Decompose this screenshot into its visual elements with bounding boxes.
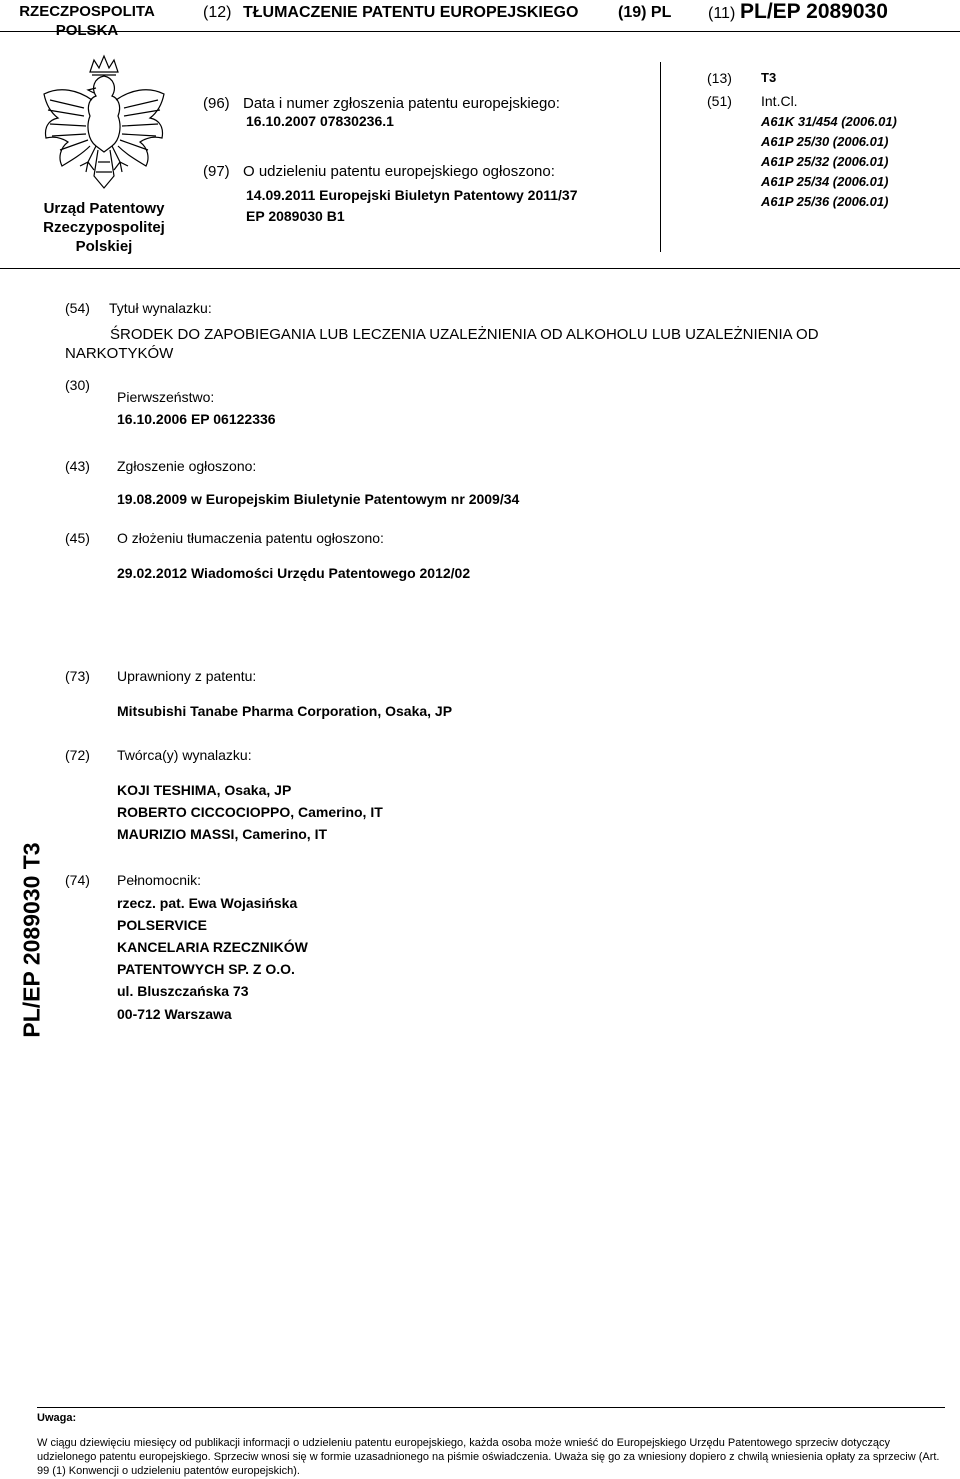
attorney-line-6: 00-712 Warszawa xyxy=(117,1006,232,1022)
field-30-label: Pierwszeństwo: xyxy=(117,389,215,405)
notice-text: W ciągu dziewięciu miesięcy od publikacji informacji o udzieleniu patentu europejskiego, każda osoba może wnieść do Europejskiego Urzędu Patentowego sprzeciw dotyczący udzielonego patentu europejskiego. Sprzeciw wnosi się w formie uzasadnionego na piśmie oświadczenia. Uważa się go za wniesiony dopiero z chwilą wniesienia opłaty za sprzeciw (Art. 99 (1) Konwencji o udzieleniu patentów europejskich). xyxy=(37,1437,940,1477)
notice-label: Uwaga: xyxy=(37,1412,77,1424)
field-97-label: O udzieleniu patentu europejskiego ogłoszono: xyxy=(243,163,555,180)
notice-divider xyxy=(37,1407,945,1408)
invention-title-line-1: ŚRODEK DO ZAPOBIEGANIA LUB LECZENIA UZALEŻNIENIA OD ALKOHOLU LUB UZALEŻNIENIA OD xyxy=(110,326,819,343)
inventor-1: KOJI TESHIMA, Osaka, JP xyxy=(117,782,292,798)
issuer-line-1: Urząd Patentowy xyxy=(43,200,165,217)
attorney-line-2: POLSERVICE xyxy=(117,917,207,933)
country-name: RZECZPOSPOLITA POLSKA xyxy=(19,3,155,39)
country-code: (19) PL xyxy=(618,4,672,21)
field-45-code: (45) xyxy=(65,530,90,546)
priority-value: 16.10.2006 EP 06122336 xyxy=(117,411,276,427)
proprietor-value: Mitsubishi Tanabe Pharma Corporation, Osaka, JP xyxy=(117,703,453,719)
field-51-code: (51) xyxy=(707,93,732,109)
number-code: (11) xyxy=(708,5,736,22)
inventor-2: ROBERTO CICCOCIOPPO, Camerino, IT xyxy=(117,804,383,820)
column-divider xyxy=(660,62,661,252)
field-97-code: (97) xyxy=(203,163,230,180)
field-54-code: (54) xyxy=(65,300,90,316)
field-43-code: (43) xyxy=(65,458,90,474)
translation-value: 29.02.2012 Wiadomości Urzędu Patentowego 2012/02 xyxy=(117,565,471,581)
field-74-label: Pełnomocnik: xyxy=(117,872,202,888)
field-13-value: T3 xyxy=(761,70,777,85)
field-96-value: 16.10.2007 07830236.1 xyxy=(246,113,394,129)
int-class-2: A61P 25/30 (2006.01) xyxy=(761,134,889,149)
attorney-line-4: PATENTOWYCH SP. Z O.O. xyxy=(117,961,295,977)
field-72-code: (72) xyxy=(65,747,90,763)
field-73-label: Uprawniony z patentu: xyxy=(117,668,257,684)
int-class-3: A61P 25/32 (2006.01) xyxy=(761,154,889,169)
field-45-label: O złożeniu tłumaczenia patentu ogłoszono: xyxy=(117,530,384,546)
invention-title-line-2: NARKOTYKÓW xyxy=(65,345,174,362)
field-72-label: Twórca(y) wynalazku: xyxy=(117,747,252,763)
int-class-1: A61K 31/454 (2006.01) xyxy=(761,114,897,129)
field-96-code: (96) xyxy=(203,95,230,112)
doc-type: TŁUMACZENIE PATENTU EUROPEJSKIEGO xyxy=(243,4,579,21)
issuer-line-2: Rzeczypospolitej xyxy=(43,219,165,236)
field-74-code: (74) xyxy=(65,872,90,888)
announced-value: 19.08.2009 w Europejskim Biuletynie Patentowym nr 2009/34 xyxy=(117,491,520,507)
field-30-code: (30) xyxy=(65,377,90,393)
header-divider xyxy=(0,31,960,32)
polish-eagle-emblem xyxy=(36,54,172,192)
publication-number: PL/EP 2089030 xyxy=(740,0,888,23)
field-73-code: (73) xyxy=(65,668,90,684)
attorney-line-1: rzecz. pat. Ewa Wojasińska xyxy=(117,895,298,911)
inventor-3: MAURIZIO MASSI, Camerino, IT xyxy=(117,826,328,842)
field-13-code: (13) xyxy=(707,70,732,86)
field-51-label: Int.Cl. xyxy=(761,93,798,109)
field-96-label: Data i numer zgłoszenia patentu europejskiego: xyxy=(243,95,560,112)
field-97-value-1: 14.09.2011 Europejski Biuletyn Patentowy 2011/37 xyxy=(246,187,578,203)
field-43-label: Zgłoszenie ogłoszono: xyxy=(117,458,257,474)
doc-kind-code: (12) xyxy=(203,4,232,21)
attorney-line-5: ul. Bluszczańska 73 xyxy=(117,983,249,999)
section-divider xyxy=(0,268,960,269)
issuer-line-3: Polskiej xyxy=(75,238,133,255)
field-97-value-2: EP 2089030 B1 xyxy=(246,208,345,224)
int-class-5: A61P 25/36 (2006.01) xyxy=(761,194,889,209)
issuer-name xyxy=(14,199,194,256)
side-publication-label: PL/EP 2089030 T3 xyxy=(18,842,45,1038)
int-class-4: A61P 25/34 (2006.01) xyxy=(761,174,889,189)
attorney-line-3: KANCELARIA RZECZNIKÓW xyxy=(117,939,308,955)
field-54-label: Tytuł wynalazku: xyxy=(109,300,212,316)
